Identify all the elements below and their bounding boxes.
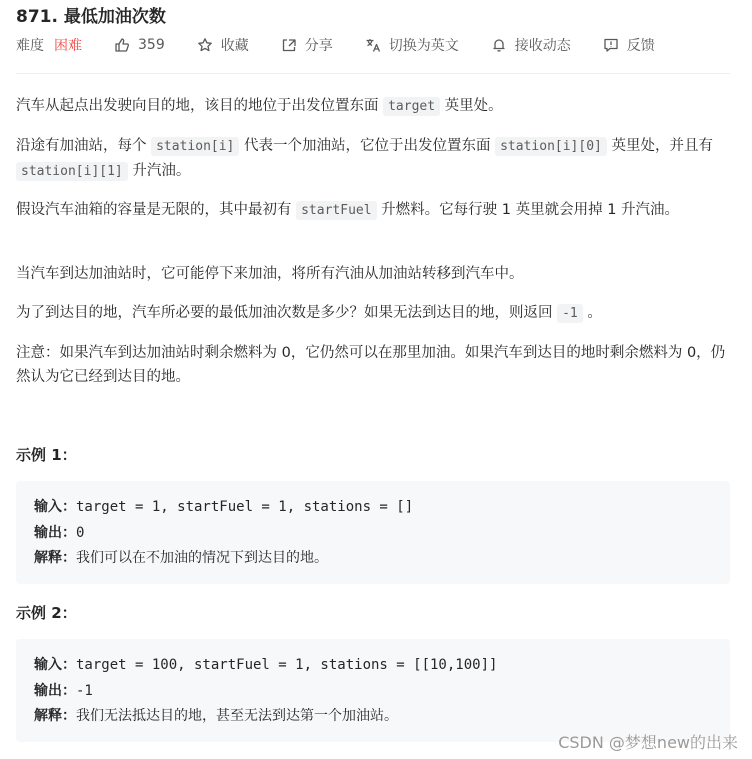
favorite-label: 收藏 (220, 38, 249, 54)
difficulty-label: 难度 (16, 38, 44, 54)
watermark: CSDN @梦想new的出来 (558, 733, 738, 752)
subscribe-label: 接收动态 (514, 38, 571, 54)
example-explanation: 解释：我们无法抵达目的地，甚至无法到达第一个加油站。 (34, 708, 398, 724)
description-note: 注意：如果汽车到达加油站时剩余燃料为 0，它仍然可以在那里加油。如果汽车到达目的地时剩余燃料为 0，仍然认为它已经到达目的地。 (16, 345, 726, 385)
problem-meta-bar (16, 34, 687, 56)
example-output: 输出：-1 (34, 683, 93, 699)
favorite-button[interactable] (197, 35, 249, 55)
page-title: 871. 最低加油次数 (16, 7, 166, 27)
feedback-icon (603, 37, 619, 53)
feedback-label: 反馈 (626, 38, 655, 54)
example-1-box (16, 481, 730, 584)
share-icon (281, 37, 297, 53)
inline-code: station[i][0] (495, 137, 607, 156)
example-2-box (16, 639, 730, 742)
description-paragraph: 沿途有加油站，每个 station[i] 代表一个加油站，它位于出发位置东面 station[i][0] 英里处，并且有 station[i][1] 升汽油。 (16, 138, 713, 179)
description-paragraph: 当汽车到达加油站时，它可能停下来加油，将所有汽油从加油站转移到汽车中。 (16, 266, 524, 282)
translate-icon (365, 37, 381, 53)
inline-code: target (383, 97, 440, 116)
example-input: 输入：target = 1, startFuel = 1, stations = [] (34, 499, 414, 515)
description-paragraph: 汽车从起点出发驶向目的地，该目的地位于出发位置东面 target 英里处。 (16, 98, 503, 114)
feedback-button[interactable] (603, 35, 655, 55)
example-input: 输入：target = 100, startFuel = 1, stations = [[10,100]] (34, 657, 498, 673)
share-label: 分享 (304, 38, 333, 54)
description-paragraph: 假设汽车油箱的容量是无限的，其中最初有 startFuel 升燃料。它每行驶 1 英里就会用掉 1 升汽油。 (16, 202, 680, 218)
example-output: 输出：0 (34, 525, 85, 541)
divider (16, 73, 730, 74)
difficulty-badge: 困难 (54, 38, 82, 54)
thumbs-up-icon (114, 37, 130, 53)
inline-code: startFuel (296, 201, 376, 220)
inline-code: station[i] (151, 137, 239, 156)
example-1-title: 示例 1： (16, 446, 77, 464)
description-paragraph: 为了到达目的地，汽车所必要的最低加油次数是多少？如果无法到达目的地，则返回 -1 。 (16, 305, 602, 321)
bell-icon (491, 37, 507, 53)
switch-language-button[interactable] (365, 35, 459, 55)
star-icon (197, 37, 213, 53)
like-count: 359 (138, 37, 165, 53)
inline-code: station[i][1] (16, 162, 128, 181)
example-2-title: 示例 2： (16, 604, 77, 622)
like-button[interactable] (114, 37, 165, 53)
inline-code: -1 (557, 304, 583, 323)
share-button[interactable] (281, 35, 333, 55)
switch-language-label: 切换为英文 (388, 38, 459, 54)
example-explanation: 解释：我们可以在不加油的情况下到达目的地。 (34, 550, 328, 566)
subscribe-button[interactable] (491, 35, 571, 55)
